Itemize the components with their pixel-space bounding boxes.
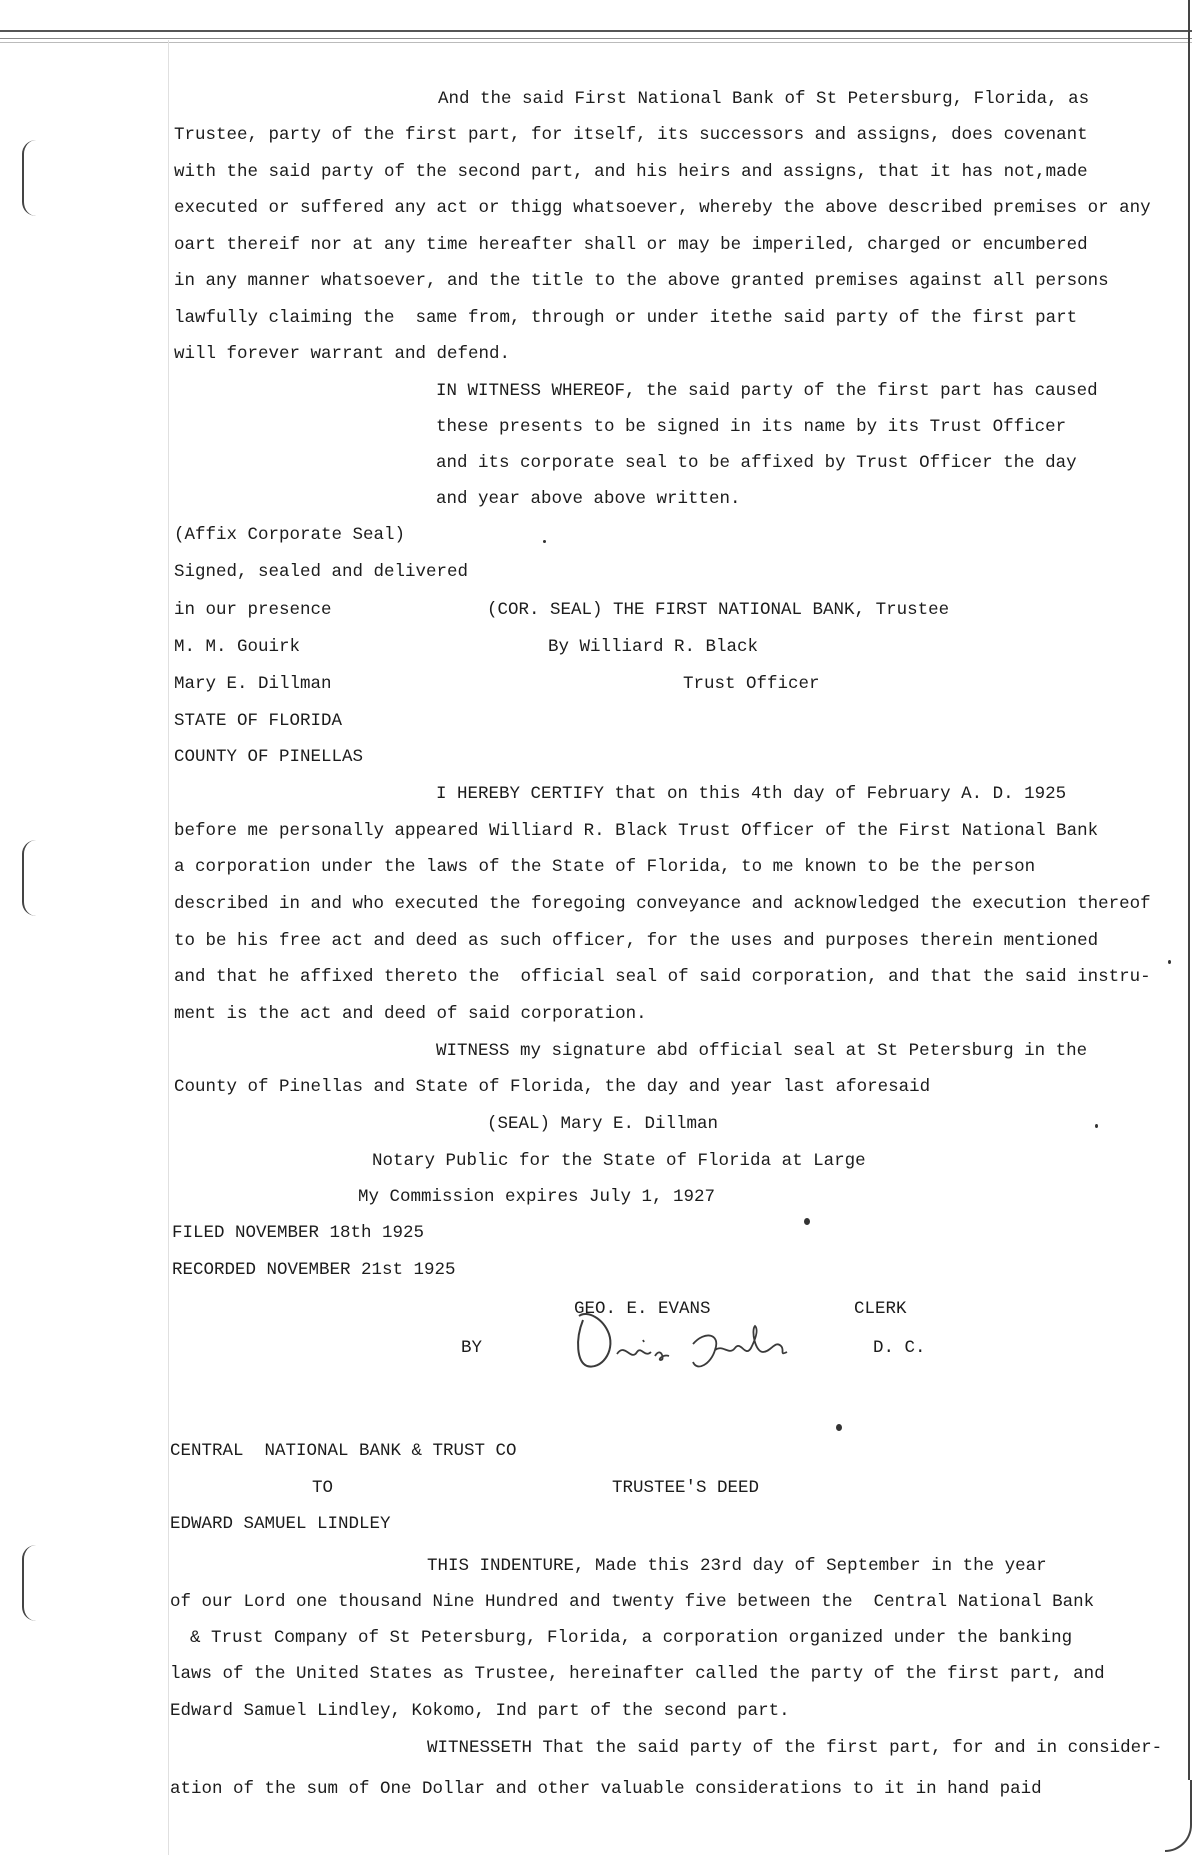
witness-line: these presents to be signed in its name by its Trust Officer: [436, 417, 1067, 437]
grantee-name: EDWARD SAMUEL LINDLEY: [170, 1514, 391, 1534]
covenant-line: in any manner whatsoever, and the title to the above granted premises against all persons: [174, 271, 1109, 291]
covenant-line: executed or suffered any act or thigg whatsoever, whereby the above described premises or any: [174, 198, 1151, 218]
certificate-line: before me personally appeared Williard R. Black Trust Officer of the First National Bank: [174, 821, 1099, 841]
commission-expiry: My Commission expires July 1, 1927: [358, 1187, 716, 1207]
indenture-line: Edward Samuel Lindley, Kokomo, Ind part of the second part.: [170, 1701, 790, 1721]
to-label: TO: [312, 1478, 334, 1498]
covenant-line: will forever warrant and defend.: [174, 344, 511, 364]
signed-sealed-line: Signed, sealed and delivered: [174, 562, 469, 582]
certificate-line: I HEREBY CERTIFY that on this 4th day of February A. D. 1925: [436, 784, 1067, 804]
top-rule-secondary: [0, 38, 1192, 39]
indenture-line: & Trust Company of St Petersburg, Florida, a corporation organized under the banking: [190, 1628, 1073, 1648]
deed-type: TRUSTEE'S DEED: [612, 1478, 760, 1498]
covenant-line: oart thereif nor at any time hereafter shall or may be imperiled, charged or encumbered: [174, 235, 1088, 255]
filed-date: FILED NOVEMBER 18th 1925: [172, 1223, 425, 1243]
witness-name: Mary E. Dillman: [174, 674, 332, 694]
page-curl-corner: [1165, 1780, 1192, 1852]
ink-speck: [836, 1424, 842, 1431]
ink-speck: [804, 1218, 810, 1225]
top-rule: [0, 30, 1192, 32]
notary-line: WITNESS my signature abd official seal at St Petersburg in the: [436, 1041, 1088, 1061]
indenture-line: THIS INDENTURE, Made this 23rd day of September in the year: [427, 1556, 1047, 1576]
ink-speck: [1095, 1124, 1098, 1128]
binding-hole-top: [22, 140, 38, 216]
covenant-line: And the said First National Bank of St Petersburg, Florida, as: [438, 89, 1090, 109]
notary-line: County of Pinellas and State of Florida, the day and year last aforesaid: [174, 1077, 931, 1097]
recorded-date: RECORDED NOVEMBER 21st 1925: [172, 1260, 456, 1280]
indenture-line: of our Lord one thousand Nine Hundred and twenty five between the Central National Bank: [170, 1592, 1095, 1612]
page-right-edge: [1188, 0, 1190, 1780]
certificate-line: described in and who executed the foregoing conveyance and acknowledged the execution thereof: [174, 894, 1151, 914]
witness-name: M. M. Gouirk: [174, 637, 301, 657]
witness-line: IN WITNESS WHEREOF, the said party of the first part has caused: [436, 381, 1098, 401]
bank-signer-line: By Williard R. Black: [548, 637, 759, 657]
clerk-title: CLERK: [854, 1299, 907, 1319]
bank-seal-line: (COR. SEAL) THE FIRST NATIONAL BANK, Trustee: [487, 600, 950, 620]
binding-hole-middle: [22, 840, 38, 916]
certificate-line: and that he affixed thereto the official seal of said corporation, and that the said instru-: [174, 967, 1151, 987]
binding-hole-bottom: [22, 1545, 38, 1621]
covenant-line: lawfully claiming the same from, through or under itethe said party of the first part: [174, 308, 1078, 328]
clerk-name: GEO. E. EVANS: [574, 1299, 711, 1319]
bank-signer-title: Trust Officer: [683, 674, 820, 694]
top-rule-tertiary: [0, 42, 1192, 43]
presence-line: in our presence: [174, 600, 332, 620]
ink-speck: [1168, 960, 1171, 964]
handwritten-signature: [565, 1300, 825, 1380]
indenture-line: ation of the sum of One Dollar and other valuable considerations to it in hand paid: [170, 1779, 1042, 1799]
ink-speck: [543, 540, 546, 543]
county-heading: COUNTY OF PINELLAS: [174, 747, 364, 767]
deputy-clerk-label: D. C.: [873, 1338, 926, 1358]
indenture-line: laws of the United States as Trustee, hereinafter called the party of the first part, and: [170, 1664, 1105, 1684]
left-margin-guide: [168, 40, 169, 1855]
certificate-line: a corporation under the laws of the State of Florida, to me known to be the person: [174, 857, 1036, 877]
by-label: BY: [461, 1338, 483, 1358]
indenture-line: WITNESSETH That the said party of the first part, for and in consider-: [427, 1738, 1163, 1758]
covenant-line: with the said party of the second part, and his heirs and assigns, that it has not,made: [174, 162, 1088, 182]
covenant-line: Trustee, party of the first part, for itself, its successors and assigns, does covenant: [174, 125, 1088, 145]
affix-seal-note: (Affix Corporate Seal): [174, 525, 406, 545]
certificate-line: to be his free act and deed as such officer, for the uses and purposes therein mentioned: [174, 931, 1099, 951]
witness-line: and its corporate seal to be affixed by Trust Officer the day: [436, 453, 1077, 473]
grantor-name: CENTRAL NATIONAL BANK & TRUST CO: [170, 1441, 517, 1461]
state-heading: STATE OF FLORIDA: [174, 711, 343, 731]
notary-title: Notary Public for the State of Florida at Large: [372, 1151, 866, 1171]
certificate-line: ment is the act and deed of said corporation.: [174, 1004, 647, 1024]
notary-seal-line: (SEAL) Mary E. Dillman: [487, 1114, 719, 1134]
witness-line: and year above above written.: [436, 489, 741, 509]
